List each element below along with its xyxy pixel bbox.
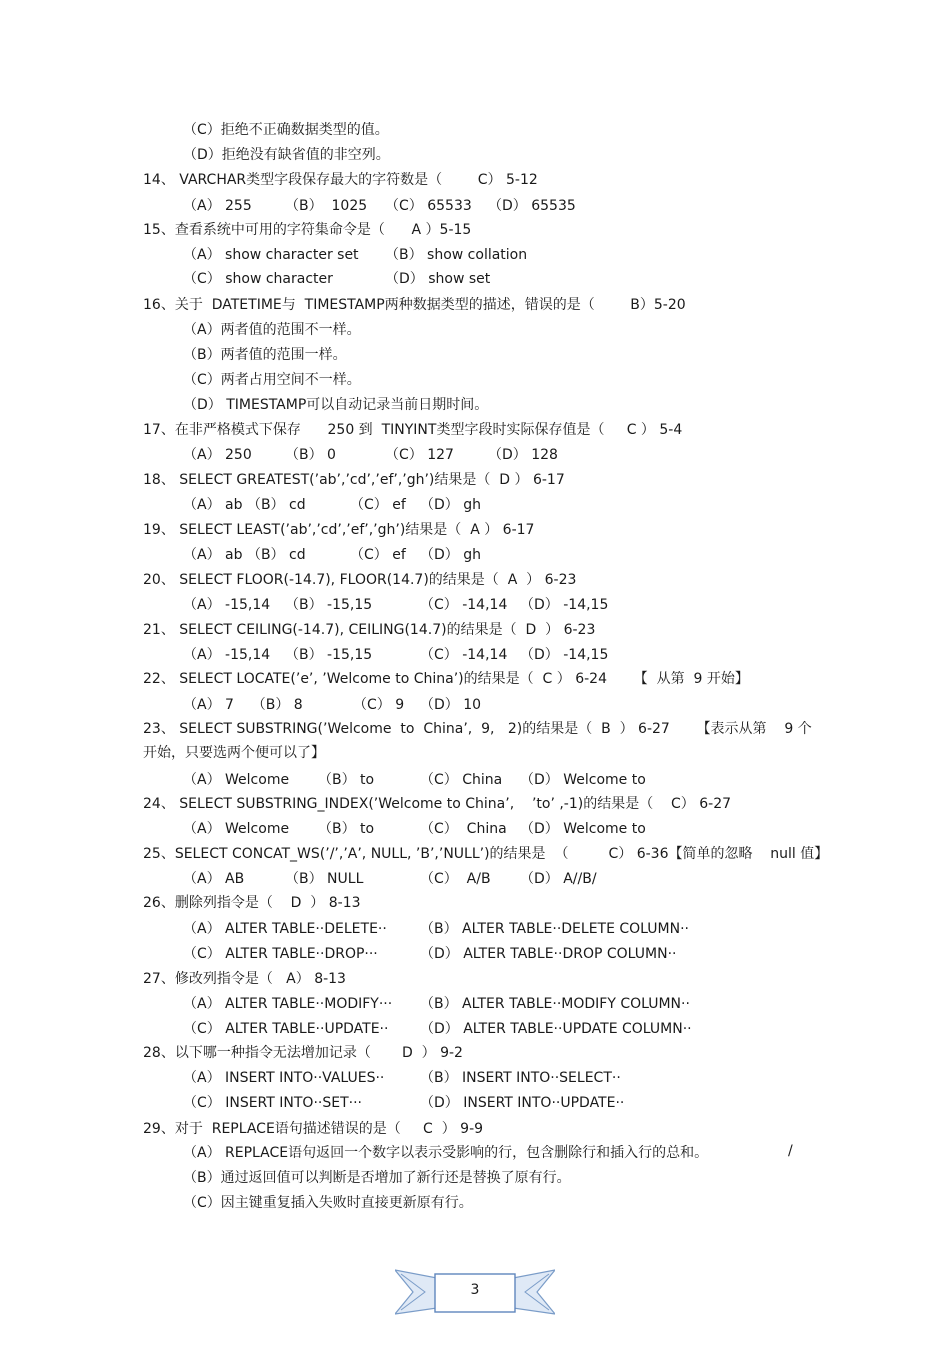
option-cell: （A） Welcome: [183, 821, 290, 837]
option-cell: （D） ALTER TABLE··DROP COLUMN··: [420, 946, 677, 962]
option-cell: （C） ef: [350, 497, 406, 513]
option-cell: （C） show character: [183, 271, 333, 287]
option-cell: （C） ALTER TABLE··DROP···: [183, 946, 378, 962]
option-cell: （A） ALTER TABLE··DELETE··: [183, 921, 387, 937]
option-cell: （B）通过返回值可以判断是否增加了新行还是替换了原有行。: [183, 1170, 571, 1186]
option-cell: （A） ab （B） cd: [183, 547, 306, 563]
option-cell: （C） 127: [385, 447, 454, 463]
option-cell: （C） China: [420, 821, 507, 837]
option-cell: （A） -15,14: [183, 647, 271, 663]
option-cell: （D） 128: [488, 447, 558, 463]
option-cell: （C） ALTER TABLE··UPDATE··: [183, 1021, 389, 1037]
option-cell: （D） INSERT INTO··UPDATE··: [420, 1095, 625, 1111]
page-footer: [395, 1268, 555, 1316]
option-cell: （C）两者占用空间不一样。: [183, 372, 361, 388]
option-cell: （A） 255: [183, 198, 252, 214]
option-cell: （B） 1025: [285, 198, 368, 214]
option-cell: （D） A//B/: [520, 871, 597, 887]
option-cell: （B） to: [318, 772, 375, 788]
option-cell: （C）拒绝不正确数据类型的值。: [183, 122, 389, 138]
option-cell: （A） show character set: [183, 247, 359, 263]
question-line: 19、 SELECT LEAST(’ab’,’cd’,’ef’,’gh’)结果是（ A ） 6-17: [143, 522, 535, 538]
option-cell: （B） to: [318, 821, 375, 837]
page-number: 3: [470, 1282, 480, 1298]
option-cell: （C） ef: [350, 547, 406, 563]
continuation-line: 开始，只要选两个便可以了】: [143, 745, 325, 761]
option-cell: （D） -14,15: [520, 647, 609, 663]
option-cell: （B） -15,15: [285, 597, 373, 613]
option-cell: （D） Welcome to: [520, 772, 646, 788]
option-cell: （A） ALTER TABLE··MODIFY···: [183, 996, 393, 1012]
option-cell: （B） 0: [285, 447, 336, 463]
option-cell: （A） Welcome: [183, 772, 290, 788]
question-line: 20、 SELECT FLOOR(-14.7), FLOOR(14.7)的结果是（ A ） 6-23: [143, 572, 577, 588]
option-cell: （B） INSERT INTO··SELECT··: [420, 1070, 621, 1086]
option-cell: （D）拒绝没有缺省值的非空列。: [183, 147, 390, 163]
question-line: 26、删除列指令是（ D ） 8-13: [143, 895, 361, 911]
question-line: 18、 SELECT GREATEST(’ab’,’cd’,’ef’,’gh’)结果是（ D ） 6-17: [143, 472, 565, 488]
option-cell: （D） gh: [420, 547, 481, 563]
option-cell: （B） ALTER TABLE··DELETE COLUMN··: [420, 921, 689, 937]
question-line: 15、查看系统中可用的字符集命令是（ A ）5-15: [143, 222, 472, 238]
option-cell: （A）两者值的范围不一样。: [183, 322, 361, 338]
option-cell: （C） China: [420, 772, 503, 788]
option-cell: （C） INSERT INTO··SET···: [183, 1095, 362, 1111]
question-line: 27、修改列指令是（ A） 8-13: [143, 971, 346, 987]
option-cell: （A） -15,14: [183, 597, 271, 613]
option-cell: （D） -14,15: [520, 597, 609, 613]
option-cell: （D） show set: [385, 271, 491, 287]
question-line: 28、以下哪一种指令无法增加记录（ D ） 9-2: [143, 1045, 463, 1061]
option-cell: （A） AB: [183, 871, 245, 887]
option-cell: （C） -14,14: [420, 597, 508, 613]
question-line: 16、关于 DATETIME与 TIMESTAMP两种数据类型的描述，错误的是（ B）5-20: [143, 297, 686, 313]
question-line: 23、 SELECT SUBSTRING(’Welcome to China’, 9, 2)的结果是（ B ） 6-27 【表示从第 9 个: [143, 721, 812, 737]
option-cell: （B） -15,15: [285, 647, 373, 663]
option-cell: （D） Welcome to: [520, 821, 646, 837]
option-cell: （D） 10: [420, 697, 482, 713]
option-cell: （C） A/B: [420, 871, 491, 887]
option-cell: （A） REPLACE语句返回一个数字以表示受影响的行，包含删除行和插入行的总和。: [183, 1145, 709, 1161]
option-cell: （D） ALTER TABLE··UPDATE COLUMN··: [420, 1021, 692, 1037]
question-line: 14、 VARCHAR类型字段保存最大的字符数是（ C） 5-12: [143, 172, 538, 188]
question-line: 24、 SELECT SUBSTRING_INDEX(’Welcome to China’, ’to’ ,-1)的结果是（ C） 6-27: [143, 796, 732, 812]
option-cell: （C） 9: [353, 697, 405, 713]
option-cell: （A） INSERT INTO··VALUES··: [183, 1070, 385, 1086]
option-cell: （C） 65533: [385, 198, 472, 214]
question-line: 29、对于 REPLACE语句描述错误的是（ C ） 9-9: [143, 1121, 484, 1137]
option-cell: （A） 7 （B） 8: [183, 697, 303, 713]
option-cell: （B）两者值的范围一样。: [183, 347, 347, 363]
question-line: 22、 SELECT LOCATE(’e’, ’Welcome to China’)的结果是（ C ） 6-24 【 从第 9 开始】: [143, 671, 749, 687]
option-cell: （A） 250: [183, 447, 252, 463]
stray-mark: /: [788, 1143, 793, 1159]
option-cell: （D） TIMESTAMP可以自动记录当前日期时间。: [183, 397, 489, 413]
option-cell: （B） ALTER TABLE··MODIFY COLUMN··: [420, 996, 690, 1012]
option-cell: （C） -14,14: [420, 647, 508, 663]
question-line: 17、在非严格模式下保存 250 到 TINYINT类型字段时实际保存值是（ C ） 5-4: [143, 422, 683, 438]
option-cell: （D） 65535: [488, 198, 576, 214]
option-cell: （C）因主键重复插入失败时直接更新原有行。: [183, 1195, 473, 1211]
option-cell: （A） ab （B） cd: [183, 497, 306, 513]
option-cell: （B） show collation: [385, 247, 528, 263]
option-cell: （B） NULL: [285, 871, 364, 887]
question-line: 21、 SELECT CEILING(-14.7), CEILING(14.7)的结果是（ D ） 6-23: [143, 622, 596, 638]
question-line: 25、SELECT CONCAT_WS(’/’,’A’, NULL, ’B’,’NULL’)的结果是 （ C） 6-36【简单的忽略 null 值】: [143, 846, 829, 862]
option-cell: （D） gh: [420, 497, 481, 513]
